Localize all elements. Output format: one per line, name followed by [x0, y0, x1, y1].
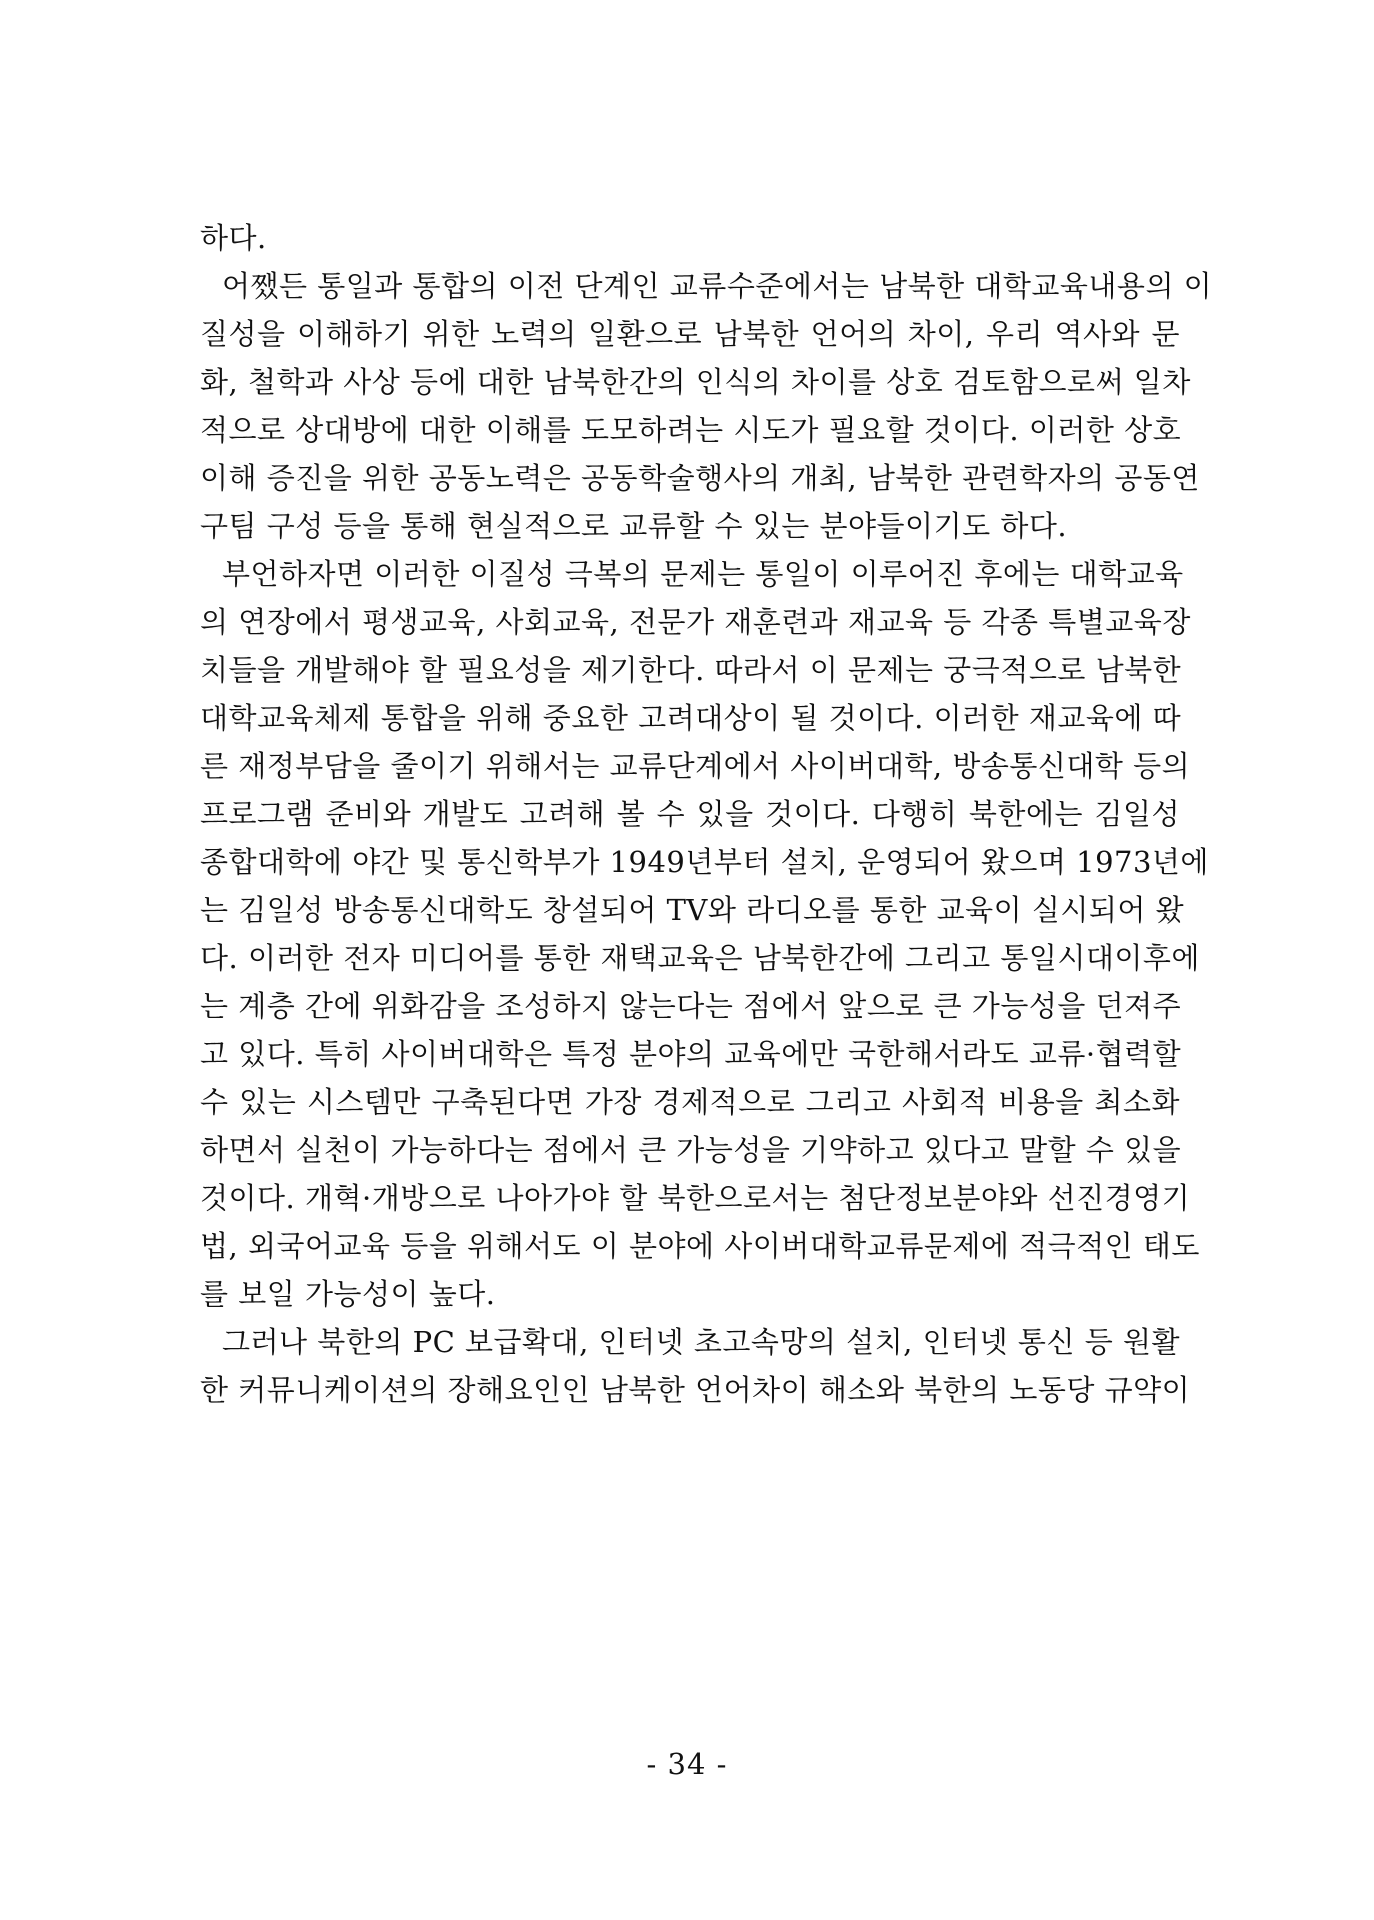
paragraph-start-line: 그러나 북한의 PC 보급확대, 인터넷 초고속망의 설치, 인터넷 통신 등 원활 — [222, 1325, 1180, 1359]
body-line: 하다. — [200, 221, 267, 255]
body-line: 고 있다. 특히 사이버대학은 특정 분야의 교육에만 국한해서라도 교류·협력할 — [200, 1037, 1182, 1071]
body-line: 법, 외국어교육 등을 위해서도 이 분야에 사이버대학교류문제에 적극적인 태도 — [200, 1229, 1200, 1263]
paragraph-start-line: 어쨌든 통일과 통합의 이전 단계인 교류수준에서는 남북한 대학교육내용의 이 — [222, 269, 1213, 303]
body-line: 수 있는 시스템만 구축된다면 가장 경제적으로 그리고 사회적 비용을 최소화 — [200, 1085, 1180, 1119]
body-line: 를 보일 가능성이 높다. — [200, 1277, 496, 1311]
body-line: 화, 철학과 사상 등에 대한 남북한간의 인식의 차이를 상호 검토함으로써 일차 — [200, 365, 1191, 399]
body-line: 것이다. 개혁·개방으로 나아가야 할 북한으로서는 첨단정보분야와 선진경영기 — [200, 1181, 1191, 1215]
body-line: 는 계층 간에 위화감을 조성하지 않는다는 점에서 앞으로 큰 가능성을 던져주 — [200, 989, 1182, 1023]
body-line: 대학교육체제 통합을 위해 중요한 고려대상이 될 것이다. 이러한 재교육에 따 — [200, 701, 1182, 735]
page-number: - 34 - — [646, 1747, 728, 1781]
body-line: 구팀 구성 등을 통해 현실적으로 교류할 수 있는 분야들이기도 하다. — [200, 509, 1068, 543]
body-line: 하면서 실천이 가능하다는 점에서 큰 가능성을 기약하고 있다고 말할 수 있을 — [200, 1133, 1182, 1167]
body-line: 이해 증진을 위한 공동노력은 공동학술행사의 개최, 남북한 관련학자의 공동연 — [200, 461, 1200, 495]
body-line: 의 연장에서 평생교육, 사회교육, 전문가 재훈련과 재교육 등 각종 특별교육장 — [200, 605, 1191, 639]
paragraph-start-line: 부언하자면 이러한 이질성 극복의 문제는 통일이 이루어진 후에는 대학교육 — [222, 557, 1184, 591]
body-line: 종합대학에 야간 및 통신학부가 1949년부터 설치, 운영되어 왔으며 1973년에 — [200, 845, 1209, 879]
body-line: 다. 이러한 전자 미디어를 통한 재택교육은 남북한간에 그리고 통일시대이후에 — [200, 941, 1200, 975]
body-line: 질성을 이해하기 위한 노력의 일환으로 남북한 언어의 차이, 우리 역사와 문 — [200, 317, 1180, 351]
body-line: 치들을 개발해야 할 필요성을 제기한다. 따라서 이 문제는 궁극적으로 남북한 — [200, 653, 1182, 687]
body-line: 프로그램 준비와 개발도 고려해 볼 수 있을 것이다. 다행히 북한에는 김일성 — [200, 797, 1180, 831]
body-line: 적으로 상대방에 대한 이해를 도모하려는 시도가 필요할 것이다. 이러한 상호 — [200, 413, 1182, 447]
body-line: 른 재정부담을 줄이기 위해서는 교류단계에서 사이버대학, 방송통신대학 등의 — [200, 749, 1191, 783]
body-line: 는 김일성 방송통신대학도 창설되어 TV와 라디오를 통한 교육이 실시되어 왔 — [200, 893, 1185, 927]
body-line: 한 커뮤니케이션의 장해요인인 남북한 언어차이 해소와 북한의 노동당 규약이 — [200, 1373, 1191, 1407]
